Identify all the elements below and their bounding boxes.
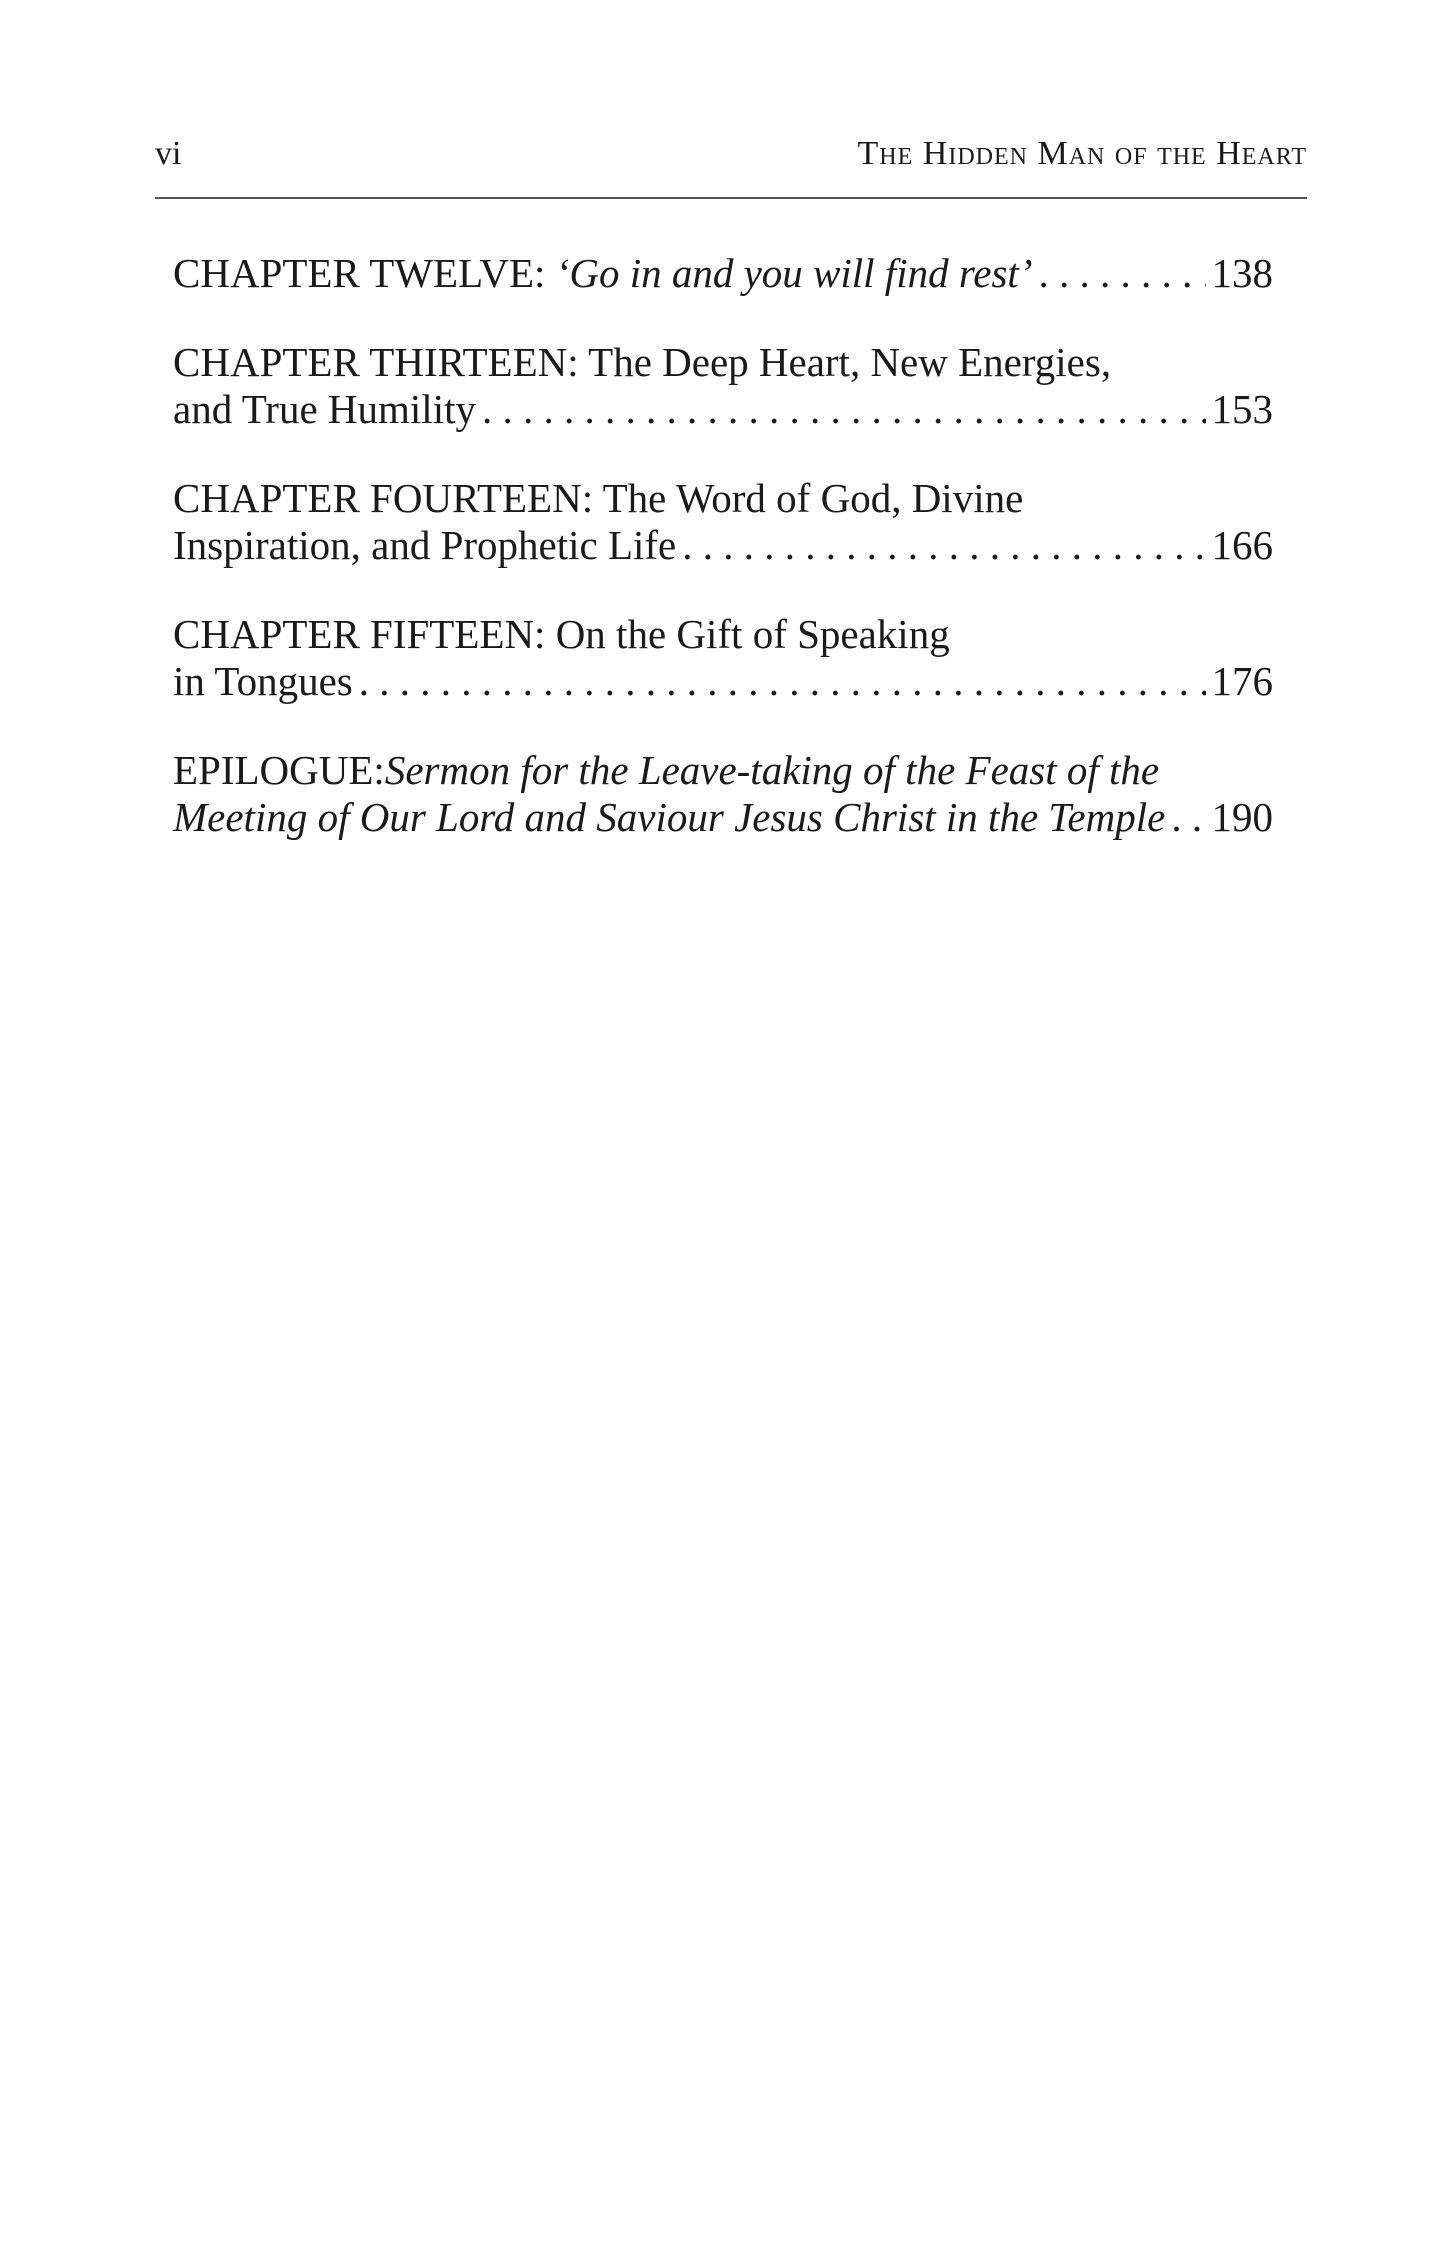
- toc-title: ‘Go in and you will find rest’: [555, 250, 1033, 296]
- toc-label: CHAPTER FIFTEEN:: [173, 611, 546, 657]
- dot-leader: [482, 386, 1206, 433]
- dot-leader: [1038, 250, 1205, 297]
- toc-line: [173, 386, 1273, 433]
- toc-page-number: 166: [1211, 522, 1273, 568]
- toc-line: [173, 475, 1273, 522]
- toc-title-line2: and True Humility: [173, 386, 476, 432]
- toc-line: [173, 794, 1273, 841]
- toc-page-number: 190: [1211, 794, 1273, 840]
- dot-leader: [1171, 794, 1205, 841]
- toc-title-line1: The Word of God, Divine: [602, 475, 1024, 521]
- dot-leader: [682, 522, 1205, 569]
- table-of-contents: [173, 250, 1273, 883]
- toc-title-line1: Sermon for the Leave-taking of the Feast of the: [384, 747, 1160, 793]
- header-rule: [155, 197, 1307, 199]
- toc-entry-chapter-twelve[interactable]: [173, 250, 1273, 297]
- toc-line: [173, 611, 1273, 658]
- toc-text: [173, 611, 950, 658]
- toc-entry-chapter-fourteen[interactable]: [173, 475, 1273, 569]
- toc-label: CHAPTER THIRTEEN:: [173, 339, 579, 385]
- toc-line: [173, 522, 1273, 569]
- toc-entry-chapter-thirteen[interactable]: [173, 339, 1273, 433]
- toc-page-number: 138: [1211, 250, 1273, 296]
- toc-label: CHAPTER TWELVE:: [173, 250, 546, 296]
- toc-page-number: 153: [1211, 386, 1273, 432]
- toc-line: [173, 339, 1273, 386]
- toc-label: EPILOGUE:: [173, 747, 385, 793]
- toc-text: [173, 747, 1159, 794]
- dot-leader: [359, 658, 1206, 705]
- toc-text: [173, 475, 1023, 522]
- page-number: vi: [155, 135, 182, 172]
- toc-text: [173, 339, 1111, 386]
- toc-title-line1: On the Gift of Speaking: [555, 611, 950, 657]
- toc-label: CHAPTER FOURTEEN:: [173, 475, 594, 521]
- toc-entry-chapter-fifteen[interactable]: [173, 611, 1273, 705]
- toc-page-number: 176: [1211, 658, 1273, 704]
- toc-title-line2: in Tongues: [173, 658, 353, 704]
- running-title: The Hidden Man of the Heart: [857, 135, 1307, 172]
- toc-title-line1: The Deep Heart, New Energies,: [588, 339, 1112, 385]
- toc-line: [173, 658, 1273, 705]
- running-head: [155, 130, 1307, 190]
- toc-text: [173, 250, 1032, 297]
- toc-line: [173, 250, 1273, 297]
- toc-line: [173, 747, 1273, 794]
- toc-entry-epilogue[interactable]: [173, 747, 1273, 841]
- toc-title-line2: Meeting of Our Lord and Saviour Jesus Christ in the Temple: [173, 794, 1166, 840]
- toc-title-line2: Inspiration, and Prophetic Life: [173, 522, 677, 568]
